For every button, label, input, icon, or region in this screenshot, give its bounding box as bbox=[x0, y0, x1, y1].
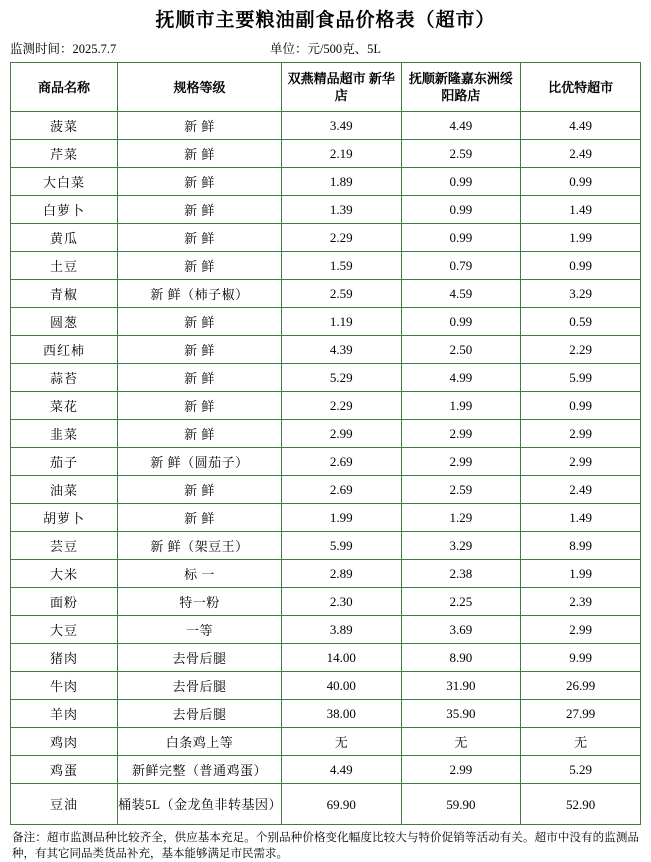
cell-spec: 新 鲜 bbox=[118, 196, 282, 224]
cell-price-store-1: 2.59 bbox=[281, 280, 401, 308]
cell-price-store-1: 69.90 bbox=[281, 784, 401, 825]
cell-product-name: 菠菜 bbox=[11, 112, 118, 140]
cell-price-store-3: 2.99 bbox=[521, 616, 641, 644]
cell-product-name: 芸豆 bbox=[11, 532, 118, 560]
cell-product-name: 白萝卜 bbox=[11, 196, 118, 224]
cell-price-store-2: 1.29 bbox=[401, 504, 521, 532]
cell-price-store-1: 1.19 bbox=[281, 308, 401, 336]
cell-price-store-2: 4.99 bbox=[401, 364, 521, 392]
cell-price-store-2: 2.59 bbox=[401, 140, 521, 168]
cell-price-store-2: 2.50 bbox=[401, 336, 521, 364]
cell-product-name: 西红柿 bbox=[11, 336, 118, 364]
table-row bbox=[11, 588, 641, 616]
cell-price-store-3: 2.99 bbox=[521, 420, 641, 448]
table-row bbox=[11, 700, 641, 728]
cell-price-store-2: 2.99 bbox=[401, 420, 521, 448]
cell-product-name: 猪肉 bbox=[11, 644, 118, 672]
cell-price-store-3: 52.90 bbox=[521, 784, 641, 825]
cell-spec: 新 鲜（圆茄子） bbox=[118, 448, 282, 476]
column-header-spec: 规格等级 bbox=[118, 63, 282, 112]
cell-spec: 去骨后腿 bbox=[118, 644, 282, 672]
cell-price-store-2: 8.90 bbox=[401, 644, 521, 672]
cell-product-name: 茄子 bbox=[11, 448, 118, 476]
table-row bbox=[11, 476, 641, 504]
cell-price-store-1: 5.29 bbox=[281, 364, 401, 392]
cell-spec: 标 一 bbox=[118, 560, 282, 588]
cell-price-store-1: 40.00 bbox=[281, 672, 401, 700]
table-row bbox=[11, 364, 641, 392]
cell-product-name: 羊肉 bbox=[11, 700, 118, 728]
cell-product-name: 土豆 bbox=[11, 252, 118, 280]
cell-product-name: 黄瓜 bbox=[11, 224, 118, 252]
cell-price-store-2: 0.99 bbox=[401, 196, 521, 224]
cell-spec: 一等 bbox=[118, 616, 282, 644]
cell-spec: 新 鲜 bbox=[118, 252, 282, 280]
cell-spec: 白条鸡上等 bbox=[118, 728, 282, 756]
cell-price-store-1: 2.99 bbox=[281, 420, 401, 448]
cell-spec: 新 鲜（柿子椒） bbox=[118, 280, 282, 308]
cell-spec: 新 鲜 bbox=[118, 308, 282, 336]
cell-product-name: 韭菜 bbox=[11, 420, 118, 448]
table-row bbox=[11, 420, 641, 448]
cell-product-name: 胡萝卜 bbox=[11, 504, 118, 532]
cell-price-store-1: 3.89 bbox=[281, 616, 401, 644]
table-row bbox=[11, 168, 641, 196]
cell-price-store-3: 27.99 bbox=[521, 700, 641, 728]
cell-price-store-2: 0.99 bbox=[401, 224, 521, 252]
cell-price-store-3: 2.29 bbox=[521, 336, 641, 364]
cell-product-name: 圆葱 bbox=[11, 308, 118, 336]
cell-spec: 新鲜完整（普通鸡蛋） bbox=[118, 756, 282, 784]
cell-product-name: 大米 bbox=[11, 560, 118, 588]
cell-price-store-1: 2.89 bbox=[281, 560, 401, 588]
table-row bbox=[11, 336, 641, 364]
cell-product-name: 大白菜 bbox=[11, 168, 118, 196]
cell-product-name: 鸡肉 bbox=[11, 728, 118, 756]
cell-price-store-3: 1.49 bbox=[521, 196, 641, 224]
page-title: 抚顺市主要粮油副食品价格表（超市） bbox=[155, 10, 496, 31]
table-row bbox=[11, 224, 641, 252]
cell-price-store-2: 4.49 bbox=[401, 112, 521, 140]
cell-price-store-1: 14.00 bbox=[281, 644, 401, 672]
cell-price-store-3: 26.99 bbox=[521, 672, 641, 700]
table-body bbox=[11, 112, 641, 825]
cell-price-store-3: 8.99 bbox=[521, 532, 641, 560]
cell-price-store-3: 2.99 bbox=[521, 448, 641, 476]
table-row bbox=[11, 784, 641, 825]
table-row bbox=[11, 448, 641, 476]
table-row bbox=[11, 560, 641, 588]
cell-spec: 新 鲜 bbox=[118, 476, 282, 504]
table-row bbox=[11, 504, 641, 532]
cell-price-store-1: 2.29 bbox=[281, 224, 401, 252]
cell-price-store-3: 3.29 bbox=[521, 280, 641, 308]
cell-price-store-1: 2.29 bbox=[281, 392, 401, 420]
cell-price-store-1: 1.39 bbox=[281, 196, 401, 224]
column-header-store-3: 比优特超市 bbox=[521, 63, 641, 112]
cell-price-store-1: 无 bbox=[281, 728, 401, 756]
cell-price-store-3: 0.59 bbox=[521, 308, 641, 336]
table-header-row bbox=[11, 63, 641, 112]
column-header-store-2: 抚顺新隆嘉东洲绥阳路店 bbox=[401, 63, 521, 112]
cell-product-name: 豆油 bbox=[11, 784, 118, 825]
cell-spec: 新 鲜 bbox=[118, 112, 282, 140]
cell-price-store-3: 1.49 bbox=[521, 504, 641, 532]
cell-price-store-2: 无 bbox=[401, 728, 521, 756]
cell-price-store-2: 2.38 bbox=[401, 560, 521, 588]
cell-price-store-2: 35.90 bbox=[401, 700, 521, 728]
cell-price-store-1: 1.89 bbox=[281, 168, 401, 196]
table-row bbox=[11, 672, 641, 700]
cell-spec: 新 鲜 bbox=[118, 224, 282, 252]
cell-product-name: 面粉 bbox=[11, 588, 118, 616]
cell-price-store-1: 1.59 bbox=[281, 252, 401, 280]
cell-price-store-1: 2.19 bbox=[281, 140, 401, 168]
cell-spec: 去骨后腿 bbox=[118, 700, 282, 728]
cell-price-store-3: 0.99 bbox=[521, 168, 641, 196]
table-row bbox=[11, 140, 641, 168]
cell-price-store-3: 2.39 bbox=[521, 588, 641, 616]
cell-price-store-3: 2.49 bbox=[521, 476, 641, 504]
meta-row bbox=[10, 38, 641, 62]
table-row bbox=[11, 644, 641, 672]
cell-price-store-3: 0.99 bbox=[521, 392, 641, 420]
table-row bbox=[11, 252, 641, 280]
cell-price-store-2: 2.59 bbox=[401, 476, 521, 504]
cell-price-store-1: 4.39 bbox=[281, 336, 401, 364]
cell-price-store-2: 2.25 bbox=[401, 588, 521, 616]
cell-price-store-1: 1.99 bbox=[281, 504, 401, 532]
cell-price-store-2: 2.99 bbox=[401, 448, 521, 476]
cell-product-name: 芹菜 bbox=[11, 140, 118, 168]
cell-spec: 新 鲜（架豆王） bbox=[118, 532, 282, 560]
cell-price-store-1: 5.99 bbox=[281, 532, 401, 560]
cell-spec: 新 鲜 bbox=[118, 420, 282, 448]
column-header-name: 商品名称 bbox=[11, 63, 118, 112]
cell-spec: 桶装5L（金龙鱼非转基因） bbox=[118, 784, 282, 825]
cell-product-name: 油菜 bbox=[11, 476, 118, 504]
unit-label: 单位：元/500克、5L bbox=[269, 42, 382, 56]
cell-price-store-3: 4.49 bbox=[521, 112, 641, 140]
cell-product-name: 鸡蛋 bbox=[11, 756, 118, 784]
cell-price-store-3: 0.99 bbox=[521, 252, 641, 280]
table-row bbox=[11, 308, 641, 336]
cell-price-store-3: 5.29 bbox=[521, 756, 641, 784]
cell-price-store-2: 0.99 bbox=[401, 308, 521, 336]
cell-spec: 特一粉 bbox=[118, 588, 282, 616]
cell-spec: 新 鲜 bbox=[118, 336, 282, 364]
table-row bbox=[11, 280, 641, 308]
cell-price-store-2: 3.29 bbox=[401, 532, 521, 560]
cell-spec: 新 鲜 bbox=[118, 392, 282, 420]
cell-product-name: 青椒 bbox=[11, 280, 118, 308]
cell-spec: 去骨后腿 bbox=[118, 672, 282, 700]
table-row bbox=[11, 112, 641, 140]
cell-price-store-3: 1.99 bbox=[521, 224, 641, 252]
cell-price-store-1: 2.30 bbox=[281, 588, 401, 616]
table-row bbox=[11, 728, 641, 756]
cell-price-store-1: 2.69 bbox=[281, 476, 401, 504]
cell-price-store-2: 1.99 bbox=[401, 392, 521, 420]
cell-price-store-2: 0.99 bbox=[401, 168, 521, 196]
cell-price-store-3: 无 bbox=[521, 728, 641, 756]
cell-price-store-2: 3.69 bbox=[401, 616, 521, 644]
cell-price-store-1: 38.00 bbox=[281, 700, 401, 728]
table-row bbox=[11, 196, 641, 224]
cell-price-store-3: 1.99 bbox=[521, 560, 641, 588]
cell-price-store-1: 3.49 bbox=[281, 112, 401, 140]
cell-product-name: 大豆 bbox=[11, 616, 118, 644]
cell-price-store-2: 31.90 bbox=[401, 672, 521, 700]
table-row bbox=[11, 392, 641, 420]
cell-price-store-2: 59.90 bbox=[401, 784, 521, 825]
table-header bbox=[11, 63, 641, 112]
cell-price-store-2: 4.59 bbox=[401, 280, 521, 308]
cell-price-store-2: 2.99 bbox=[401, 756, 521, 784]
price-table bbox=[10, 62, 641, 825]
cell-price-store-2: 0.79 bbox=[401, 252, 521, 280]
monitor-time-label: 监测时间：2025.7.7 bbox=[10, 42, 117, 56]
table-row bbox=[11, 616, 641, 644]
table-row bbox=[11, 532, 641, 560]
cell-product-name: 蒜苔 bbox=[11, 364, 118, 392]
cell-price-store-1: 4.49 bbox=[281, 756, 401, 784]
cell-spec: 新 鲜 bbox=[118, 364, 282, 392]
cell-spec: 新 鲜 bbox=[118, 140, 282, 168]
footnote: 备注：超市监测品种比较齐全，供应基本充足。个别品种价格变化幅度比较大与特价促销等活动有关。超市中没有的监测品种，有其它同品类货品补充，基本能够满足市民需求。 bbox=[12, 832, 639, 860]
column-header-store-1: 双燕精品超市 新华店 bbox=[281, 63, 401, 112]
cell-product-name: 牛肉 bbox=[11, 672, 118, 700]
cell-product-name: 菜花 bbox=[11, 392, 118, 420]
cell-price-store-3: 2.49 bbox=[521, 140, 641, 168]
cell-price-store-3: 5.99 bbox=[521, 364, 641, 392]
table-row bbox=[11, 756, 641, 784]
cell-price-store-3: 9.99 bbox=[521, 644, 641, 672]
cell-spec: 新 鲜 bbox=[118, 168, 282, 196]
cell-price-store-1: 2.69 bbox=[281, 448, 401, 476]
cell-spec: 新 鲜 bbox=[118, 504, 282, 532]
